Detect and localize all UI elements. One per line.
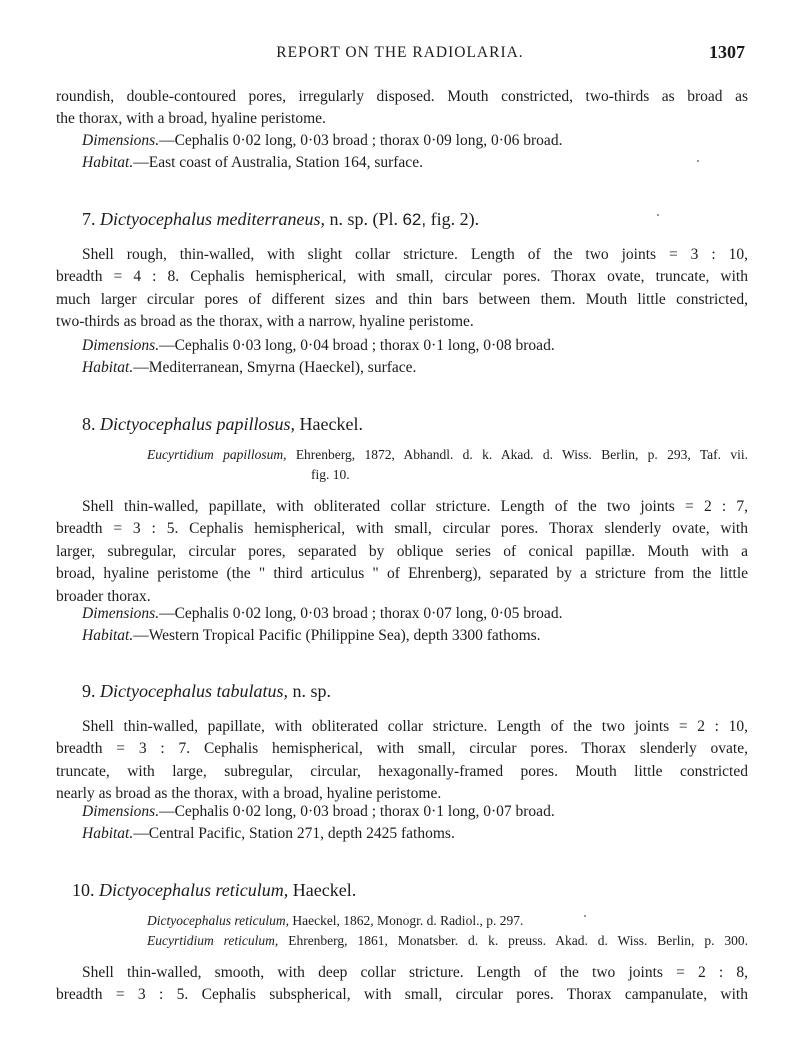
synonym-name: Dictyocephalus reticulum, xyxy=(147,913,289,928)
dimensions-text: —Cephalis 0·02 long, 0·03 broad ; thorax 0·09 long, 0·06 broad. xyxy=(159,132,563,149)
dimensions-text: —Cephalis 0·03 long, 0·04 broad ; thorax 0·1 long, 0·08 broad. xyxy=(159,337,555,354)
species-heading-9 xyxy=(82,679,748,703)
species-number: 8. xyxy=(82,414,96,434)
species-authority: Haeckel. xyxy=(299,414,363,434)
species-name: Dictyocephalus mediterraneus, xyxy=(100,209,325,229)
dimensions-label: Dimensions. xyxy=(82,132,160,149)
scan-speck xyxy=(584,915,586,917)
text-line: broad, hyaline peristome (the " third articulus " of Ehrenberg), separated by a stricture from the little xyxy=(56,565,748,583)
text-line: breadth = 4 : 8. Cephalis hemispherical, with small, circular pores. Thorax ovate, truncate, with xyxy=(56,268,748,286)
text-line: the thorax, with a broad, hyaline peristome. xyxy=(56,110,326,128)
species-number: 9. xyxy=(82,681,96,701)
text-line: Shell thin-walled, papillate, with obliterated collar stricture. Length of the two joints = 2 : 7, xyxy=(82,498,748,515)
continuation-paragraph xyxy=(56,86,748,131)
dimensions-line xyxy=(82,801,748,823)
habitat-label: Habitat. xyxy=(82,627,134,644)
synonym-name: Eucyrtidium papillosum, xyxy=(147,447,287,462)
habitat-label: Habitat. xyxy=(82,359,134,376)
species-authority: Haeckel. xyxy=(292,880,357,900)
plate-number: 62, xyxy=(402,210,427,229)
habitat-label: Habitat. xyxy=(82,825,134,842)
scan-speck xyxy=(657,214,659,216)
habitat-line xyxy=(82,823,748,845)
species-heading-10 xyxy=(72,878,738,902)
text-line: truncate, with large, subregular, circular, hexagonally-framed pores. Mouth little constricted xyxy=(56,762,748,780)
synonymy-block-10 xyxy=(147,911,748,951)
text-line: nearly as broad as the thorax, with a broad, hyaline peristome. xyxy=(56,785,442,803)
species-description-7 xyxy=(56,244,748,334)
synonym-reference: Haeckel, 1862, Monogr. d. Radiol., p. 297. xyxy=(292,913,524,928)
dimensions-line xyxy=(82,603,748,625)
habitat-line xyxy=(82,152,748,174)
synonym-line xyxy=(147,911,748,931)
habitat-text: —Mediterranean, Smyrna (Haeckel), surface. xyxy=(133,359,417,376)
synonymy-block-8 xyxy=(147,445,748,485)
habitat-text: —East coast of Australia, Station 164, surface. xyxy=(133,154,423,171)
text-line: breadth = 3 : 5. Cephalis hemispherical, with small, circular pores. Thorax slenderly ovate, with xyxy=(56,520,748,538)
text-line: broader thorax. xyxy=(56,587,151,605)
habitat-label: Habitat. xyxy=(82,154,134,171)
synonym-reference: Ehrenberg, 1872, Abhandl. d. k. Akad. d. Wiss. Berlin, p. 293, Taf. vii. xyxy=(295,447,749,462)
habitat-line xyxy=(82,625,748,647)
synonym-line xyxy=(147,931,748,951)
species-name: Dictyocephalus reticulum, xyxy=(99,880,289,900)
scan-speck xyxy=(697,160,699,162)
species-authority: n. sp. (Pl. xyxy=(329,209,398,229)
text-line: Shell thin-walled, papillate, with obliterated collar stricture. Length of the two joints = 2 : 10, xyxy=(82,718,748,735)
species-description-10 xyxy=(56,962,748,1007)
habitat-text: —Central Pacific, Station 271, depth 2425 fathoms. xyxy=(133,825,455,842)
dimensions-label: Dimensions. xyxy=(82,337,160,354)
text-line: breadth = 3 : 7. Cephalis hemispherical, with small, circular pores. Thorax slenderly ovate, xyxy=(56,740,748,758)
running-head xyxy=(0,42,800,66)
text-line: roundish, double-contoured pores, irregularly disposed. Mouth constricted, two-thirds as broad as xyxy=(56,88,748,105)
dimensions-text: —Cephalis 0·02 long, 0·03 broad ; thorax 0·1 long, 0·07 broad. xyxy=(159,803,555,820)
page-number: 1307 xyxy=(709,42,745,62)
synonym-reference: Ehrenberg, 1861, Monatsber. d. k. preuss. Akad. d. Wiss. Berlin, p. 300. xyxy=(288,933,749,948)
dimensions-line xyxy=(82,335,748,357)
species-authority: n. sp. xyxy=(292,681,331,701)
habitat-text: —Western Tropical Pacific (Philippine Sea), depth 3300 fathoms. xyxy=(133,627,541,644)
species-description-8 xyxy=(56,496,748,608)
species-description-9 xyxy=(56,716,748,806)
dimensions-label: Dimensions. xyxy=(82,605,160,622)
synonym-name: Eucyrtidium reticulum, xyxy=(147,933,279,948)
running-head-title: REPORT ON THE RADIOLARIA. xyxy=(276,44,524,61)
species-heading-8 xyxy=(82,412,748,436)
text-line: larger, subregular, circular pores, separated by oblique series of conical papillæ. Mouth with a xyxy=(56,542,748,560)
dimensions-line xyxy=(82,130,748,152)
text-line: much larger circular pores of different sizes and thin bars between them. Mouth little constricted, xyxy=(56,290,748,308)
dimensions-label: Dimensions. xyxy=(82,803,160,820)
synonym-reference-continued: fig. 10. xyxy=(311,467,350,482)
text-line: Shell thin-walled, smooth, with deep collar stricture. Length of the two joints = 2 : 8, xyxy=(82,964,748,981)
species-heading-7 xyxy=(82,207,748,232)
species-number: 10. xyxy=(72,880,95,900)
dimensions-text: —Cephalis 0·02 long, 0·03 broad ; thorax 0·07 long, 0·05 broad. xyxy=(159,605,563,622)
synonym-line xyxy=(147,445,748,465)
text-line: breadth = 3 : 5. Cephalis subspherical, with small, circular pores. Thorax campanulate, with xyxy=(56,986,748,1004)
figure-reference: fig. 2). xyxy=(430,209,480,229)
text-line: two-thirds as broad as the thorax, with a narrow, hyaline peristome. xyxy=(56,313,474,331)
species-number: 7. xyxy=(82,209,96,229)
habitat-line xyxy=(82,357,748,379)
text-line: Shell rough, thin-walled, with slight collar stricture. Length of the two joints = 3 : 10, xyxy=(82,246,748,263)
species-name: Dictyocephalus tabulatus, xyxy=(100,681,288,701)
species-name: Dictyocephalus papillosus, xyxy=(100,414,295,434)
